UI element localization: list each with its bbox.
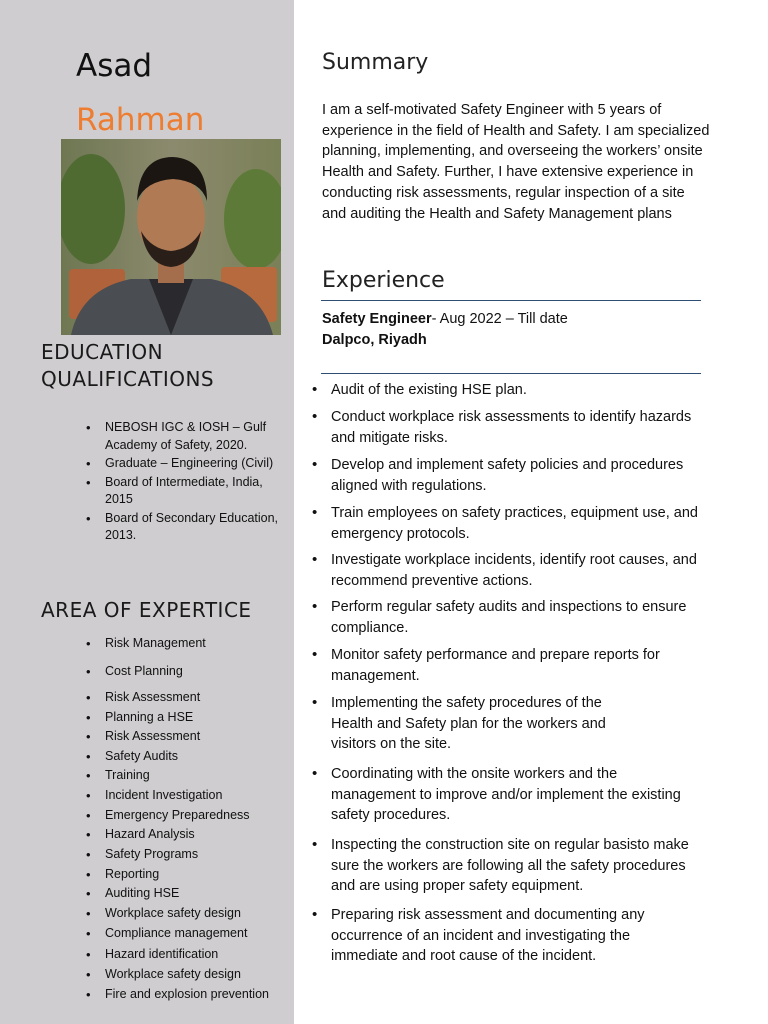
job-line (322, 311, 568, 327)
expertise-item: • Fire and explosion prevention (86, 987, 269, 1001)
education-list (86, 419, 282, 546)
duty-item: • Train employees on safety practices, equipment use, and emergency protocols. (312, 503, 717, 544)
expertise-item: • Hazard identification (86, 947, 218, 961)
education-item: • Graduate – Engineering (Civil) (86, 455, 282, 473)
company: Dalpco, Riyadh (322, 332, 427, 348)
expertise-item: • Auditing HSE (86, 886, 179, 900)
education-item: • NEBOSH IGC & IOSH – Gulf Academy of Safety, 2020. (86, 419, 282, 454)
expertise-item: • Risk Assessment (86, 729, 200, 743)
duty-item: • Preparing risk assessment and documenting any occurrence of an incident and investigating the immediate and root cause of the incident. (312, 905, 681, 967)
duty-item: • Develop and implement safety policies and procedures aligned with regulations. (312, 455, 717, 496)
job-title: Safety Engineer (322, 311, 432, 327)
duty-item: • Implementing the safety procedures of the Health and Safety plan for the workers and visitors on the site. (312, 693, 631, 755)
education-heading: EDUCATION QUALIFICATIONS (41, 340, 215, 391)
education-item: • Board of Secondary Education, 2013. (86, 510, 282, 545)
education-item: • Board of Intermediate, India, 2015 (86, 474, 282, 509)
experience-heading: Experience (322, 268, 445, 293)
expertise-item: • Incident Investigation (86, 788, 222, 802)
duty-item: • Investigate workplace incidents, identify root causes, and recommend preventive actions. (312, 550, 717, 591)
expertise-item: • Safety Audits (86, 749, 178, 763)
expertise-item: • Workplace safety design (86, 906, 241, 920)
expertise-item: • Cost Planning (86, 664, 183, 678)
job-dates: - Aug 2022 – Till date (431, 311, 568, 327)
duty-item: • Monitor safety performance and prepare reports for management. (312, 645, 717, 686)
summary-text: I am a self-motivated Safety Engineer with 5 years of experience in the field of Health and Safety. I am specialized planning, implementing, and overseeing the workers’ onsite Health and Safety. Further, I have extensive experience in conducting risk assessments, regular inspection of a site and auditing the Health and Safety Management plans (322, 102, 710, 222)
expertise-item: • Risk Assessment (86, 690, 200, 704)
first-name: Asad (76, 48, 153, 84)
divider (321, 300, 701, 301)
duty-item: • Audit of the existing HSE plan. (312, 380, 527, 401)
last-name: Rahman (76, 102, 205, 138)
expertise-item: • Planning a HSE (86, 710, 193, 724)
profile-photo (61, 139, 281, 335)
expertise-item: • Training (86, 768, 150, 782)
duty-item: • Conduct workplace risk assessments to identify hazards and mitigate risks. (312, 407, 717, 448)
expertise-item: • Risk Management (86, 636, 206, 650)
expertise-heading: AREA OF EXPERTICE (41, 598, 252, 622)
duty-item: • Inspecting the construction site on regular basisto make sure the workers are following all the safety procedures and are using proper safety equipment. (312, 835, 701, 897)
expertise-item: • Compliance management (86, 926, 247, 940)
summary-heading: Summary (322, 50, 429, 75)
expertise-item: • Safety Programs (86, 847, 198, 861)
expertise-item: • Hazard Analysis (86, 827, 195, 841)
duty-item: • Perform regular safety audits and inspections to ensure compliance. (312, 597, 717, 638)
divider (321, 373, 701, 374)
expertise-item: • Reporting (86, 867, 159, 881)
expertise-item: • Emergency Preparedness (86, 808, 250, 822)
expertise-item: • Workplace safety design (86, 967, 241, 981)
duty-item: • Coordinating with the onsite workers and the management to improve and/or implement the existing safety procedures. (312, 764, 681, 826)
